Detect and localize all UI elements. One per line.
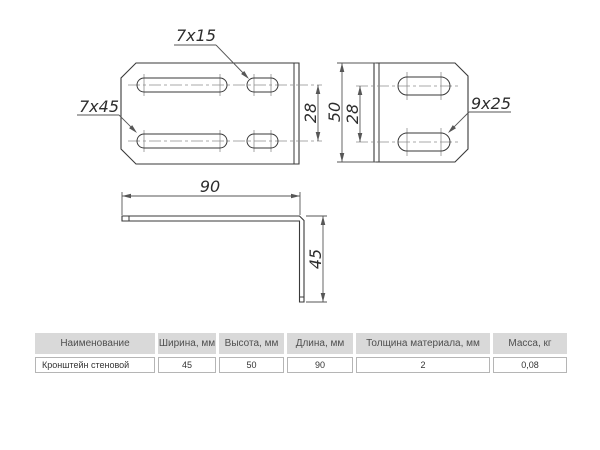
callout-7x15-label: 7x15 bbox=[176, 26, 217, 45]
callout-7x45-label: 7x45 bbox=[79, 97, 120, 116]
front-view bbox=[121, 63, 322, 164]
spec-table bbox=[35, 333, 567, 373]
dim-28-side bbox=[343, 86, 362, 142]
header-name: Наименование bbox=[35, 333, 155, 354]
value-width: 45 bbox=[158, 357, 216, 373]
dim-45-label: 45 bbox=[306, 248, 325, 270]
dim-28-front bbox=[301, 85, 320, 141]
spec-table-row bbox=[35, 357, 567, 373]
side-view bbox=[356, 63, 468, 162]
value-name: Кронштейн стеновой bbox=[35, 357, 155, 373]
callout-9x25-label: 9x25 bbox=[471, 94, 512, 113]
value-mass: 0,08 bbox=[493, 357, 567, 373]
header-length: Длина, мм bbox=[287, 333, 353, 354]
dim-50-label: 50 bbox=[325, 101, 344, 123]
header-thickness: Толщина материала, мм bbox=[356, 333, 490, 354]
value-height: 50 bbox=[219, 357, 284, 373]
header-width: Ширина, мм bbox=[158, 333, 216, 354]
dim-28-side-label: 28 bbox=[343, 103, 362, 125]
profile-view bbox=[122, 216, 304, 302]
callout-7x15 bbox=[174, 26, 249, 79]
dim-90-label: 90 bbox=[199, 177, 221, 196]
profile-outline bbox=[122, 216, 304, 302]
callout-7x45 bbox=[77, 97, 137, 133]
dim-45-leg bbox=[306, 216, 327, 302]
dim-28-front-label: 28 bbox=[301, 102, 320, 124]
header-mass: Масса, кг bbox=[493, 333, 567, 354]
spec-table-header bbox=[35, 333, 567, 354]
header-height: Высота, мм bbox=[219, 333, 284, 354]
side-view-outline bbox=[374, 63, 468, 162]
value-thickness: 2 bbox=[356, 357, 490, 373]
callout-9x25 bbox=[448, 94, 511, 133]
value-length: 90 bbox=[287, 357, 353, 373]
dim-90-length bbox=[122, 177, 300, 215]
